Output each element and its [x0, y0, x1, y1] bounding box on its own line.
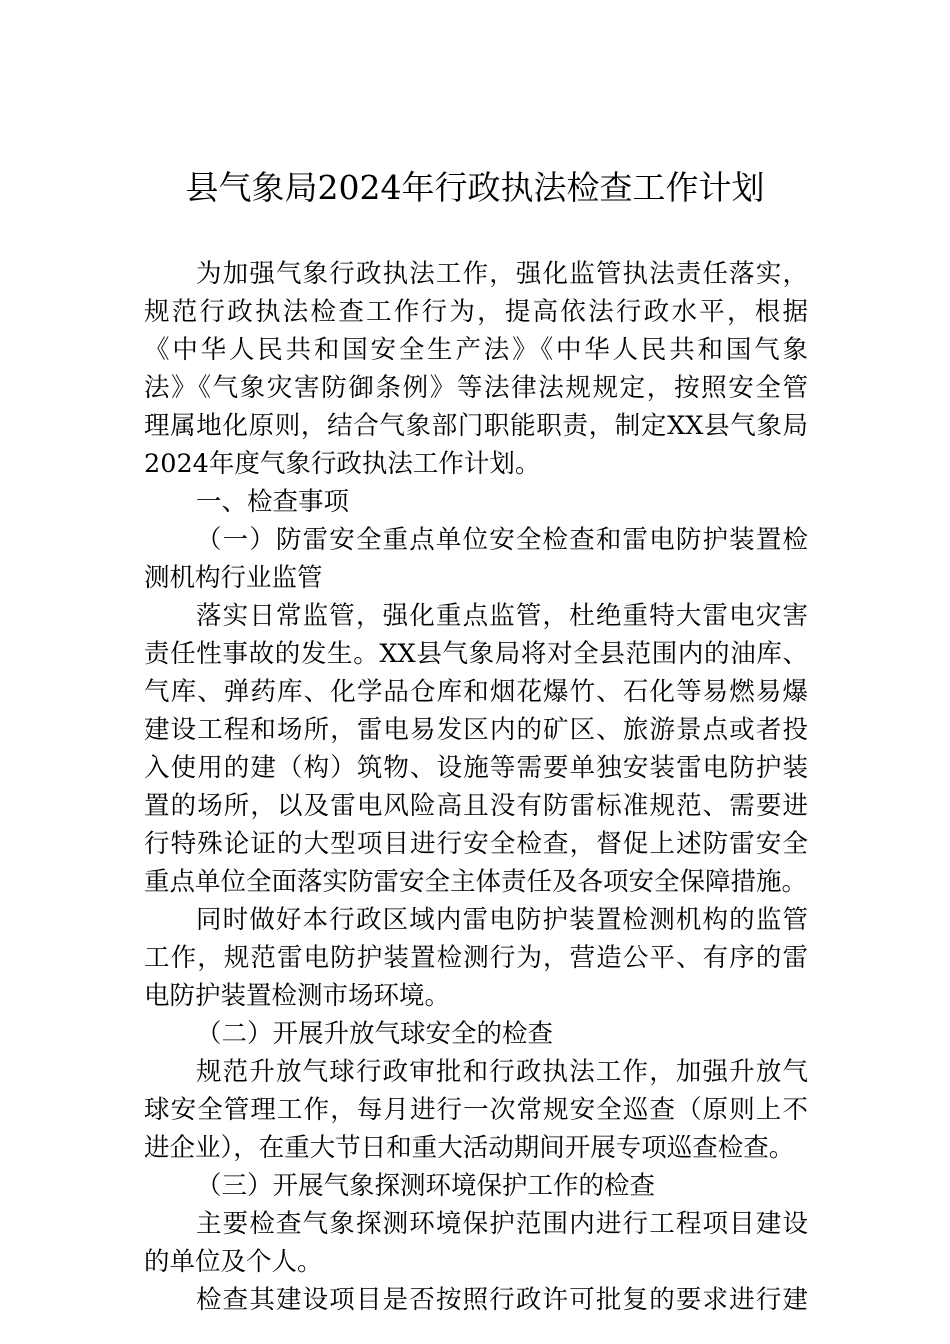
document-line: 测机构行业监管	[144, 563, 323, 593]
document-line: 2024年度气象行政执法工作计划。	[144, 449, 541, 479]
document-line: 进企业），在重大节日和重大活动期间开展专项巡查检查。	[144, 1133, 795, 1163]
document-line: 入使用的建（构）筑物、设施等需要单独安装雷电防护装	[144, 753, 808, 783]
document-line: 工作，规范雷电防护装置检测行为，营造公平、有序的雷	[144, 943, 808, 973]
document-line: 置的场所，以及雷电风险高且没有防雷标准规范、需要进	[144, 791, 808, 821]
document-line: 建设工程和场所，雷电易发区内的矿区、旅游景点或者投	[144, 715, 808, 745]
document-line: 气库、弹药库、化学品仓库和烟花爆竹、石化等易燃易爆	[144, 677, 808, 707]
document-line: （三）开展气象探测环境保护工作的检查	[196, 1171, 656, 1201]
document-line: 一、检查事项	[196, 487, 350, 517]
document-line: 落实日常监管，强化重点监管，杜绝重特大雷电灾害	[196, 601, 808, 631]
document-line: 行特殊论证的大型项目进行安全检查，督促上述防雷安全	[144, 829, 808, 859]
document-line: 检查其建设项目是否按照行政许可批复的要求进行建	[196, 1285, 808, 1315]
document-line: 主要检查气象探测环境保护范围内进行工程项目建设	[196, 1209, 808, 1239]
document-line: 同时做好本行政区域内雷电防护装置检测机构的监管	[196, 905, 808, 935]
document-line: 电防护装置检测市场环境。	[144, 981, 451, 1011]
document-line: 理属地化原则，结合气象部门职能职责，制定XX县气象局	[144, 411, 808, 441]
document-line: 球安全管理工作，每月进行一次常规安全巡查（原则上不	[144, 1095, 808, 1125]
document-line: 责任性事故的发生。XX县气象局将对全县范围内的油库、	[144, 639, 808, 669]
document-line: （二）开展升放气球安全的检查	[196, 1019, 554, 1049]
document-line: （一）防雷安全重点单位安全检查和雷电防护装置检	[196, 525, 808, 555]
document-line: 法》《气象灾害防御条例》等法律法规规定，按照安全管	[144, 373, 808, 403]
document-line: 为加强气象行政执法工作，强化监管执法责任落实，	[196, 259, 808, 289]
document-line: 规范行政执法检查工作行为，提高依法行政水平，根据	[144, 297, 808, 327]
document-line: 规范升放气球行政审批和行政执法工作，加强升放气	[196, 1057, 808, 1087]
document-line: 重点单位全面落实防雷安全主体责任及各项安全保障措施。	[144, 867, 808, 897]
document-line: 的单位及个人。	[144, 1247, 323, 1277]
document-title: 县气象局2024年行政执法检查工作计划	[185, 168, 765, 207]
document-body	[144, 255, 808, 1319]
document-line: 《中华人民共和国安全生产法》《中华人民共和国气象	[144, 335, 808, 365]
